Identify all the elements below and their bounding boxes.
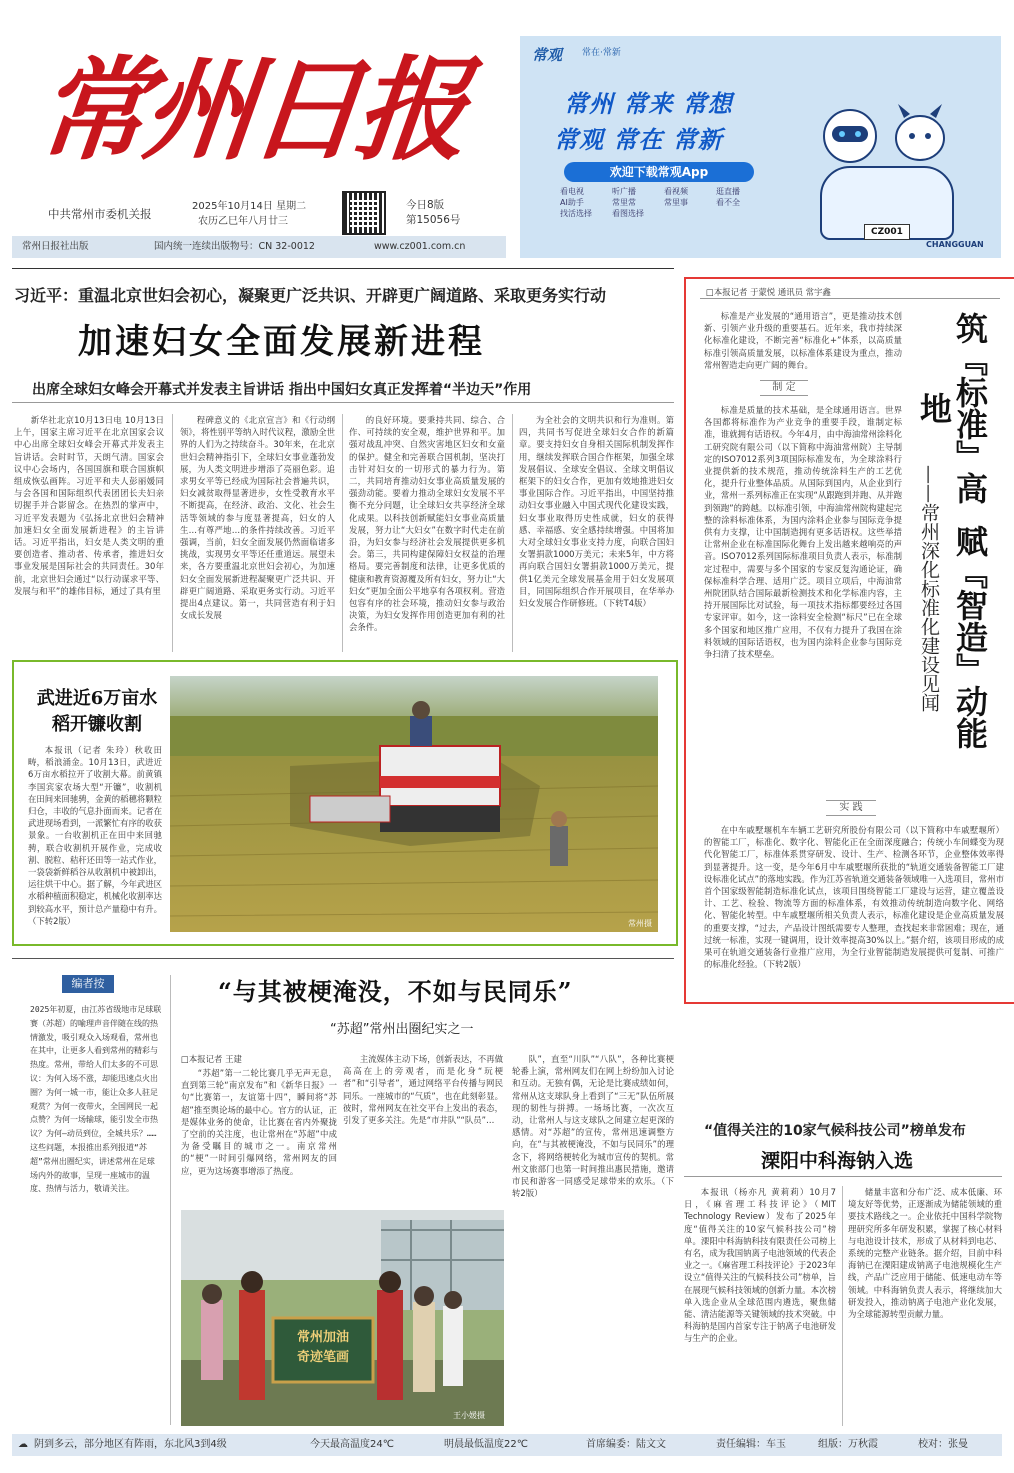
lead-column-1: 新华社北京10月13日电 10月13日上午，国家主席习近平在北京国家会议中心出席全球妇女峰会开幕式并发表主旨讲话。会时时节，天朗气清。国家会议中心会场内，各国国旗和联合国旗帜组成恢弘画阵。习近平和夫人彭丽媛同与会各国和国际组织代表团团长夫妇亲切握手并合影留念。在热烈的掌声中，习近平发表题为《弘扬北京世妇会精神 加速妇女全面发展新进程》的主旨讲话。习近平指出，妇女是人类文明的重要创造者、推动者、传承者，推进妇女事业发展是国际社会的共同责任。30年前，北京世妇会通过“以行动谋求平等、发展与和平”的雄伟目标，通过了具有里 (14, 415, 164, 596)
proofreader: 校对：张曼 (918, 1439, 968, 1450)
editor-chief: 首席编委：陆文文 (586, 1439, 666, 1450)
lead-subhead: 出席全球妇女峰会开幕式并发表主旨讲话 指出中国妇女真正发挥着“半边天”作用 (32, 382, 532, 398)
newspaper-masthead-title: 常州日报 (31, 45, 469, 176)
qr-code-icon[interactable] (342, 191, 386, 235)
temp-low: 明晨最低温度22℃ (444, 1439, 528, 1450)
feature-section1-body: 标准是质量的技术基础，是全球通用语言。世界各国都将标准作为产业竞争的重要手段，谁制定标准，谁就拥有话语权。今年4月，由中海油常州涂料化工研究院有限公司（以下简称中海油常州院）主导制定的ISO7012系列3项国际标准发布，为全球涂料行业提供新的技术规范，推动传统涂料生产的工艺优化，提升行业整体品质。从国际到国内，从企业到行业，常州一系列标准正在实现“从跟跑到并跑、从并跑到领跑”的跨越。以标准引领，中海油常州院构建起完整的涂料标准体系，为国内涂料企业参与国际竞争提供有力支撑，让中国制造拥有更多话语权。这些举措让常州企业在标准国际化舞台上发出越来越响亮的声音。ISO7012系列国际标准项目负责人表示，标准制定过程中，需要与多个国家的专家反复沟通论证，确保标准科学合理、适用广泛。项目立项后，中海油常州院团队结合国际最新检测技术和化学标准内容，主持开展国际比对试验，每一项技术指标都要经过各国专家评审。如今，这一涂料安全检测“标尺”已在全球多个国家和地区推广应用，不仅有力提升了我国在涂料领域的国际话语权，也为国内涂料企业参与国际竞争扫清了技术壁垒。 (704, 405, 902, 660)
ad-feature: 看图选择 (612, 209, 644, 218)
suchao-column-3: 队”，直至“川队”“八队”，各种比赛梗轮番上演，常州网友们在网上纷纷加入讨论和互动。无独有偶，无论是比赛成绩如何，常州从这支球队身上看到了“三无”队伍所展现的韧性与拼搏。一场场比赛，一次次互动，让常州人与这支球队之间建立起更深的感情。对“苏超”的宣传，常州迅速调整方向，在“与其被梗淹没，不如与民同乐”的理念下，将网络梗转化为城市宣传的契机。常州文旅部门也第一时间推出惠民措施，邀请市民和游客一同感受足球带来的欢乐。（下转2版） (512, 1054, 674, 1199)
ad-feature: 常里常 (612, 198, 636, 207)
rice-photo-credit: 常州摄 (628, 919, 652, 928)
section-head-zhiding: 制 定 (760, 380, 808, 396)
lead-column-2: 程碑意义的《北京宣言》和《行动纲领》，将性别平等纳入时代议程，激励全世界的人们为之持续奋斗。30年来，在北京世妇会精神指引下，全球妇女事业蓬勃发展，为人类文明进步增添了亮丽色彩。追求男女平等已经成为国际社会普遍共识，妇女减贫取得显著进步，女性受教育水平不断提高，在经济、政治、文化、社会生活等领域的参与度显著提高，妇女的人生…有尊严地…的条件持续改善。习近平强调，当前，妇女全面发展仍然面临诸多挑战，实现男女平等还任重道远。展望未来，各方要重温北京世妇会初心，为加速妇女全面发展新进程凝聚更广泛共识、开辟更广阔道路、采取更务实行动。习近平提出4点建议。第一，共同营造有利于妇女成长发展 (180, 415, 335, 621)
ad-feature: 看不全 (716, 198, 740, 207)
mascot-icon (800, 96, 980, 176)
ad-slogan-en: CHANGGUAN (926, 240, 984, 249)
editor-note-tag: 编者按 (62, 975, 114, 993)
suchao-column-2: 主流媒体主动下场，创新表达，不再做高高在上的旁观者，而是化身“玩梗者”和“引导者”，通过网络平台传播与网民同乐。一座城市的“气质”，也在此刻彰显。彼时，常州网友在社交平台上发出的表态，引发了更多关注。先是“市井队”“队员”… (343, 1054, 503, 1126)
ad-feature: 找活选择 (560, 209, 592, 218)
weather-text: 阴到多云，部分地区有阵雨，东北风3到4级 (34, 1439, 227, 1450)
date-line: 2025年10月14日 星期二 (192, 201, 307, 212)
ad-feature: 看电视 (560, 187, 584, 196)
publisher-line: 中共常州市委机关报 (48, 207, 152, 221)
temp-high: 今天最高温度24℃ (310, 1439, 394, 1450)
suchao-column-1: “苏超”第一二轮比赛几乎无声无息，直到第三轮“南京发布”和《新华日报》一句“比赛第一，友谊第十四”，瞬间将“苏超”推至舆论场的最中心。官方的认证，正是媒体业务的使命，让比赛在省内外聚拢了空前的关注度，也让常州在“苏超”中成为备受瞩目的城市之一。南京常州的“梗”一时间引爆网络，常州网友的回应，更为这场赛事增添了热度。 (181, 1068, 337, 1176)
lead-column-4: 为全社会的文明共识和行为准则。第四，共同书写促进全球妇女合作的新篇章。要支持妇女自身相关国际机制发挥作用，继续发挥联合国合作框架，加强全球发展倡议、全球安全倡议、全球文明倡议框架下的妇女合作，更加有效地推进妇女事业国际合作。习近平指出，中国坚持推动妇女事业融入中国式现代化建设实践，妇女事业取得历史性成就，妇女的获得感、幸福感、安全感持续增强。中国将加大对全球妇女事业支持力度，向联合国妇女署捐款1000万美元；未来5年，中方将再向联合国妇女署捐款1000万美元，提供1亿美元全球发展基金用于妇女发展项目，同国际组织合作开展项目，在华举办妇女发展合作研修班。（下转T4版） (519, 415, 674, 609)
ad-brand: 常观 (532, 46, 563, 64)
rice-harvest-photo[interactable] (170, 676, 658, 932)
website-link[interactable]: www.cz001.com.cn (374, 241, 466, 252)
climate-tech-headline: “值得关注的10家气候科技公司”榜单发布 (704, 1123, 966, 1139)
farmer-icon (550, 811, 568, 866)
rice-body: 本报讯（记者 朱玲）秋收田畴，稻浪涌金。10月13日，武进近6万亩水稻拉开了收割大幕。前黄镇李国宾家农场大型“开镰”，收割机在田间来回驰骋，金黄的稻穗将颗粒归仓，丰收的气息扑面而来。记者在武进现场看到，一派繁忙有序的收获景象。一台收割机正在田中来回驰骋，联合收割机开展作业，完成收割、脱粒、秸秆还田等一站式作业，一袋袋新鲜稻谷从收割机中被卸出，运往烘干中心。据了解，今年武进区水稻种植面积稳定，机械化收割率达到较高水平，预计总产量稳中有升。（下转2版） (28, 745, 162, 926)
weather-icon: ☁ (18, 1439, 28, 1450)
climate-column-2: 储量丰富和分布广泛、成本低廉、环境友好等优势，正逐渐成为储能领域的重要技术路线之一。企业依托中国科学院物理研究所多年研发积累，掌握了核心材料与电池设计技术，形成了从材料到电芯、系统的完整产业链条。据介绍，目前中科海钠已在溧阳建成钠离子电池规模化生产线，产品广泛应用于储能、低速电动车等领域。中科海钠负责人表示，将继续加大研发投入，推动钠离子电池产业化发展，为全球能源转型贡献力量。 (848, 1187, 1002, 1320)
ad-slogan-line1: 常州 常来 常想 (564, 90, 733, 118)
editor-note-text: 2025年初夏，由江苏省级地市足球联赛（苏超）的喻理声音伴随在线的热情激发，吸引观众入场观看，常州也在其中，让更多人看到常州的精彩与热度。常州，带给人们太多的不可思议：为何入场不涨，却能迅速点火出圈？为何一城一市，能让众多人驻足观赏？为何一夜带火，全国网民一起点赞？为何一场输球，能引发全市热议？为何—动员到位，全城共乐？……这些问题，本报推出系列报道“苏超”常州出圈纪实，讲述常州在足球场内外的故事，呈现一座城市的温度、热情与活力，敬请关注。 (30, 1005, 162, 1194)
feature-subtitle: ——常州深化标准化建设见闻 (918, 464, 940, 712)
suchao-photo-credit: 王小媛摄 (453, 1411, 485, 1420)
changguan-app-ad[interactable] (520, 36, 1001, 258)
layout-editor: 组版：万秋霞 (818, 1439, 878, 1450)
banner-text (281, 1328, 365, 1368)
publisher-org: 常州日报社出版 (22, 241, 89, 252)
feature-title-a: 筑『标准』高地 (915, 312, 989, 504)
suchao-headline: “与其被梗淹没，不如与民同乐” (218, 977, 573, 1006)
feature-section2-body: 在中车戚墅堰机车车辆工艺研究所股份有限公司（以下简称中车戚墅堰所）的智能工厂，标准化、数字化、智能化正在全面深度融合；传统小车间蝶变为现代化智能工厂，标准体系贯穿研发、设计、生产、检测各环节，企业整体效率得到显著提升。这一变，是今年6月中车戚墅堰所获批的“轨道交通装备智能工厂建设标准化试点”的落地实践。作为江苏省轨道交通装备领域唯一入选项目，常州市首个国家级智能制造标准化试点，该项目围绕智能工厂建设与运营，建立覆盖设计、工艺、检验、物流等方面的标准体系，有效推动传统制造向数字化、网络化、智能化转型。中车戚墅堰所相关负责人表示，标准化建设是企业高质量发展的重要支撑，“过去，产品设计图纸需要专人整理，查找起来非常困难；现在，通过统一标准，实现一键调用，设计效率提高30%以上。”据介绍，该项目形成的成果可在轨道交通装备行业推广应用，为全行业智能制造发展提供可复制、可推广的标准化经验。（下转2版） (704, 825, 1004, 970)
feature-title-b: 赋『智造』动能 (951, 525, 989, 749)
banner-line1: 常州加油 (296, 1330, 349, 1345)
section-head-shijian: 实 践 (826, 800, 876, 816)
issue-block (406, 198, 460, 228)
issue-number: 第15056号 (406, 214, 461, 226)
license-plate: CZ001 (864, 224, 910, 240)
lunar-date-line: 农历乙巳年八月廿三 (198, 216, 288, 227)
feature-intro: 标准是产业发展的“通用语言”，更是推动技术创新、引领产业升级的重要基石。近年来，我市持续深化标准化建设，不断完善“标准化+”体系，以高质量标准引领高质量发展，以标准体系建设为重点，推动常州智造走向更广阔的舞台。 (704, 311, 902, 370)
ad-feature: AI助手 (560, 198, 584, 207)
ad-feature: 听广播 (612, 187, 636, 196)
ad-feature: 看视频 (664, 187, 688, 196)
editor-responsible: 责任编辑：车玉 (716, 1439, 786, 1450)
ad-feature-grid (560, 186, 780, 219)
banner-line2: 奇迹笔画 (296, 1350, 349, 1365)
rice-headline: 武进近6万亩水稻开镰收割 (36, 688, 158, 735)
feature-byline: □本报记者 于蒙悦 通讯员 常宇鑫 (706, 287, 831, 297)
suchao-fans-photo[interactable] (181, 1210, 504, 1426)
suchao-subhead: “苏超”常州出圈纪实之一 (330, 1022, 474, 1037)
ad-brand-sub: 常在·常新 (582, 48, 621, 58)
lead-kicker: 习近平：重温北京世妇会初心，凝聚更广泛共识、开辟更广阔道路、采取更务实行动 (14, 286, 607, 305)
footer-bar (12, 1434, 1002, 1456)
download-app-button[interactable]: 欢迎下载常观App (564, 162, 754, 182)
page-count: 今日8版 (406, 199, 445, 211)
date-block (192, 199, 306, 229)
climate-tech-title: 溧阳中科海钠入选 (761, 1150, 914, 1172)
serial-number: 国内统一连续出版物号：CN 32-0012 (154, 241, 315, 252)
ad-feature: 常里事 (664, 198, 688, 207)
masthead-info-bar (12, 236, 506, 258)
ad-slogan-line2: 常观 常在 常新 (554, 126, 723, 154)
climate-column-1: 本报讯（杨亦凡 黄莉莉）10月7日，《麻省理工科技评论》（MIT Technology Review）发布了2025年度“值得关注的10家气候科技公司”榜单。溧阳中科海钠科技有限责任公司榜上有名，成为我国钠离子电池领域的代表企业之一。《麻省理工科技评论》于2023年设立“值得关注的气候科技公司”榜单，旨在展现气候科技领域的创新力量。本次榜单入选企业从全球范围内遴选，聚焦储能、清洁能源等关键领域的技术突破。中科海钠是国内首家专注于钠离子电池研发与生产的企业。 (684, 1187, 836, 1344)
lead-column-3: 的良好环境。要秉持共同、综合、合作、可持续的安全观，维护世界和平。加强对战乱冲突、自然灾害地区妇女和女童的保护。健全和完善联合国机制，坚决打击针对妇女的一切形式的暴力行为。第二，共同培育推动妇女事业高质量发展的强劲动能。要着力推动全球妇女发展不平衡不充分问题，让全球妇女共享经济全球化成果。以科技创新赋能妇女事业高质量发展，努力让“大妇女”在数字时代走在前沿，为妇女参与经济社会发展提供更多机会。第三，共同构建保障妇女权益的治理格局。要完善制度和法律，让更多优质的健康和教育资源覆及所有妇女，努力让“大妇女”更加全面公平地享有各项权利。营造包容有序的社会环境，推动妇女参与政治决策，为妇女发挥作用创造更加有利的社会条件。 (349, 415, 505, 633)
lead-headline: 加速妇女全面发展新进程 (78, 322, 485, 362)
suchao-byline: □本报记者 王建 (181, 1054, 242, 1064)
ad-feature: 逛直播 (716, 187, 740, 196)
